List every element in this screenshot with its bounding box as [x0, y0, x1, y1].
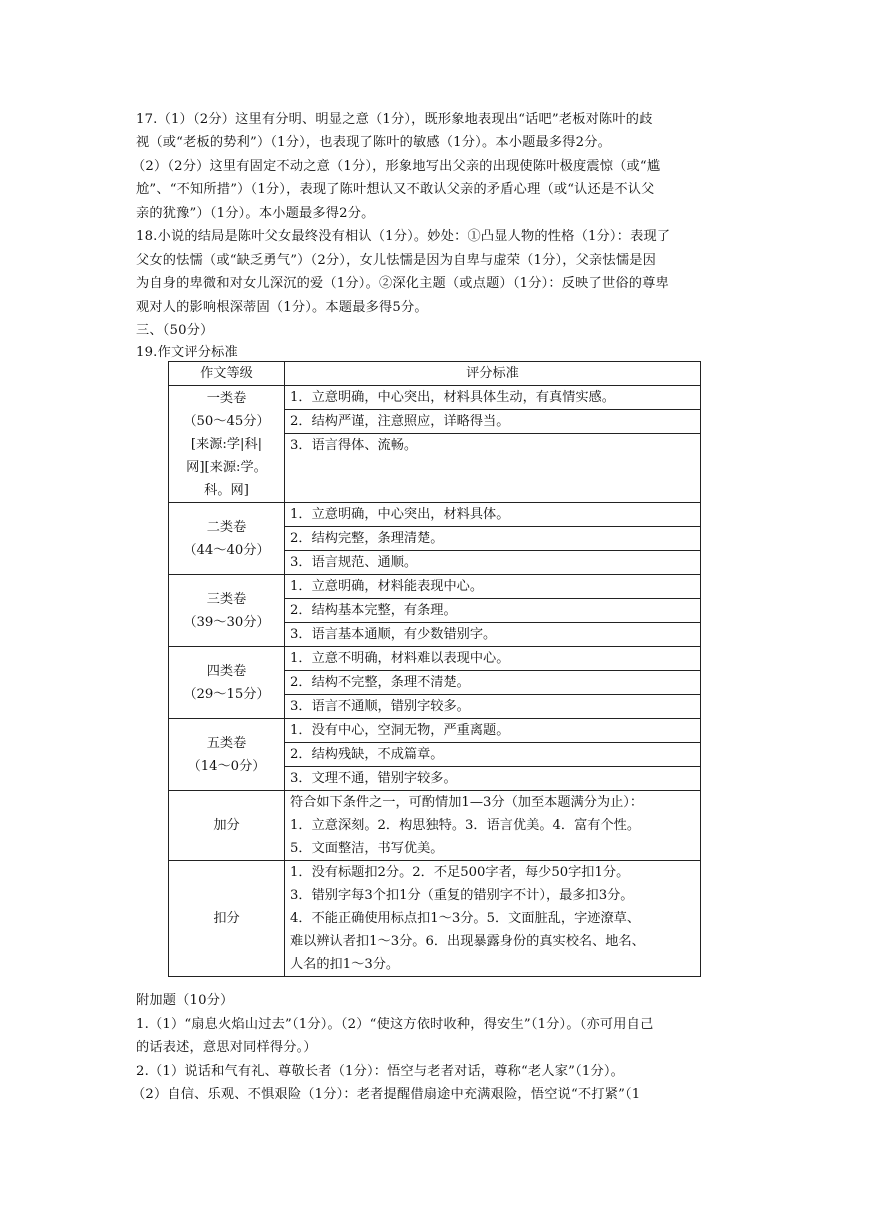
q19-title: 19.作文评分标准	[136, 345, 238, 360]
header-criteria: 评分标准	[285, 362, 701, 386]
level-cell: 三类卷 （39～30分）	[169, 575, 285, 647]
header-level: 作文等级	[169, 362, 285, 386]
criteria-cell: 1．立意不明确，材料难以表现中心。	[285, 647, 701, 671]
q18-line-2: 父女的怯懦（或“缺乏勇气”）（2分），女儿怯懦是因为自卑与虚荣（1分），父亲怯懦是因	[136, 253, 656, 268]
criteria-cell: 2．结构严谨，注意照应，详略得当。	[285, 410, 701, 434]
table-row-deduct	[169, 861, 701, 977]
criteria-cell: 1．立意明确，中心突出，材料具体生动，有真情实感。	[285, 386, 701, 410]
criteria-cell: 1．没有中心，空洞无物，严重离题。	[285, 719, 701, 743]
extra-line-4: （2）自信、乐观、不惧艰险（1分）：老者提醒借扇途中充满艰险，悟空说“不打紧”（1	[132, 1087, 641, 1102]
criteria-cell: 2．结构完整，条理清楚。	[285, 527, 701, 551]
extra-title: 附加题（10分）	[136, 993, 234, 1008]
criteria-cell: 1．立意明确，材料能表现中心。	[285, 575, 701, 599]
q17-line-3: （2）（2分）这里有固定不动之意（1分），形象地写出父亲的出现使陈叶极度震惊（或“尴	[132, 159, 661, 174]
level-cell: 五类卷 （14～0分）	[169, 719, 285, 791]
table-row	[169, 503, 701, 527]
criteria-cell: 3．语言得体、流畅。	[285, 434, 701, 503]
q18-line-1: 18.小说的结局是陈叶父女最终没有相认（1分）。妙处：①凸显人物的性格（1分）：表现了	[136, 229, 671, 244]
table-row-bonus	[169, 791, 701, 861]
q17-line-2: 视（或“老板的势利”）（1分），也表现了陈叶的敏感（1分）。本小题最多得2分。	[136, 135, 612, 150]
extra-line-1: 1.（1）“扇息火焰山过去”（1分）。（2）“使这方依时收种，得安生”（1分）。（亦可用自己	[136, 1017, 654, 1032]
extra-line-3: 2.（1）说话和气有礼、尊敬长者（1分）：悟空与老者对话，尊称“老人家”（1分）。	[136, 1064, 625, 1079]
essay-grading-table	[168, 361, 701, 977]
criteria-cell: 3．语言基本通顺，有少数错别字。	[285, 623, 701, 647]
table-row	[169, 575, 701, 599]
q17-line-5: 亲的犹豫”）（1分）。本小题最多得2分。	[136, 206, 375, 221]
bonus-label: 加分	[169, 791, 285, 861]
deduct-criteria: 1．没有标题扣2分。2．不足500字者，每少50字扣1分。 3．错别字每3个扣1分（重复的错别字不计），最多扣3分。 4．不能正确使用标点扣1～3分。5．文面脏乱，字迹潦草、 难以辨认者扣1～3分。6．出现暴露身份的真实校名、地名、 人名的扣1～3分。	[285, 861, 701, 977]
table-row	[169, 386, 701, 410]
table-row	[169, 719, 701, 743]
criteria-cell: 2．结构残缺，不成篇章。	[285, 743, 701, 767]
deduct-label: 扣分	[169, 861, 285, 977]
level-cell: 一类卷 （50～45分） [来源:学|科| 网][来源:学。 科。网]	[169, 386, 285, 503]
q17-line-1: 17.（1）（2分）这里有分明、明显之意（1分），既形象地表现出“话吧”老板对陈叶的歧	[136, 112, 653, 127]
criteria-cell: 2．结构不完整，条理不清楚。	[285, 671, 701, 695]
criteria-cell: 3．语言规范、通顺。	[285, 551, 701, 575]
q18-line-4: 观对人的影响根深蒂固（1分）。本题最多得5分。	[136, 300, 428, 315]
section-three-heading: 三、（50分）	[136, 323, 214, 338]
table-row	[169, 647, 701, 671]
q18-line-3: 为自身的卑微和对女儿深沉的爱（1分）。②深化主题（或点题）（1分）：反映了世俗的尊卑	[136, 276, 669, 291]
level-cell: 四类卷 （29～15分）	[169, 647, 285, 719]
extra-line-2: 的话表述，意思对同样得分。）	[136, 1040, 317, 1055]
criteria-cell: 2．结构基本完整，有条理。	[285, 599, 701, 623]
criteria-cell: 1．立意明确，中心突出，材料具体。	[285, 503, 701, 527]
table-header-row	[169, 362, 701, 386]
q17-line-4: 尬”、“不知所措”）（1分），表现了陈叶想认又不敢认父亲的矛盾心理（或“认还是不认父	[136, 182, 655, 197]
criteria-cell: 3．语言不通顺，错别字较多。	[285, 695, 701, 719]
bonus-criteria: 符合如下条件之一，可酌情加1—3分（加至本题满分为止）： 1．立意深刻。2．构思独特。3．语言优美。4．富有个性。 5．文面整洁，书写优美。	[285, 791, 701, 861]
level-cell: 二类卷 （44～40分）	[169, 503, 285, 575]
criteria-cell: 3．文理不通，错别字较多。	[285, 767, 701, 791]
